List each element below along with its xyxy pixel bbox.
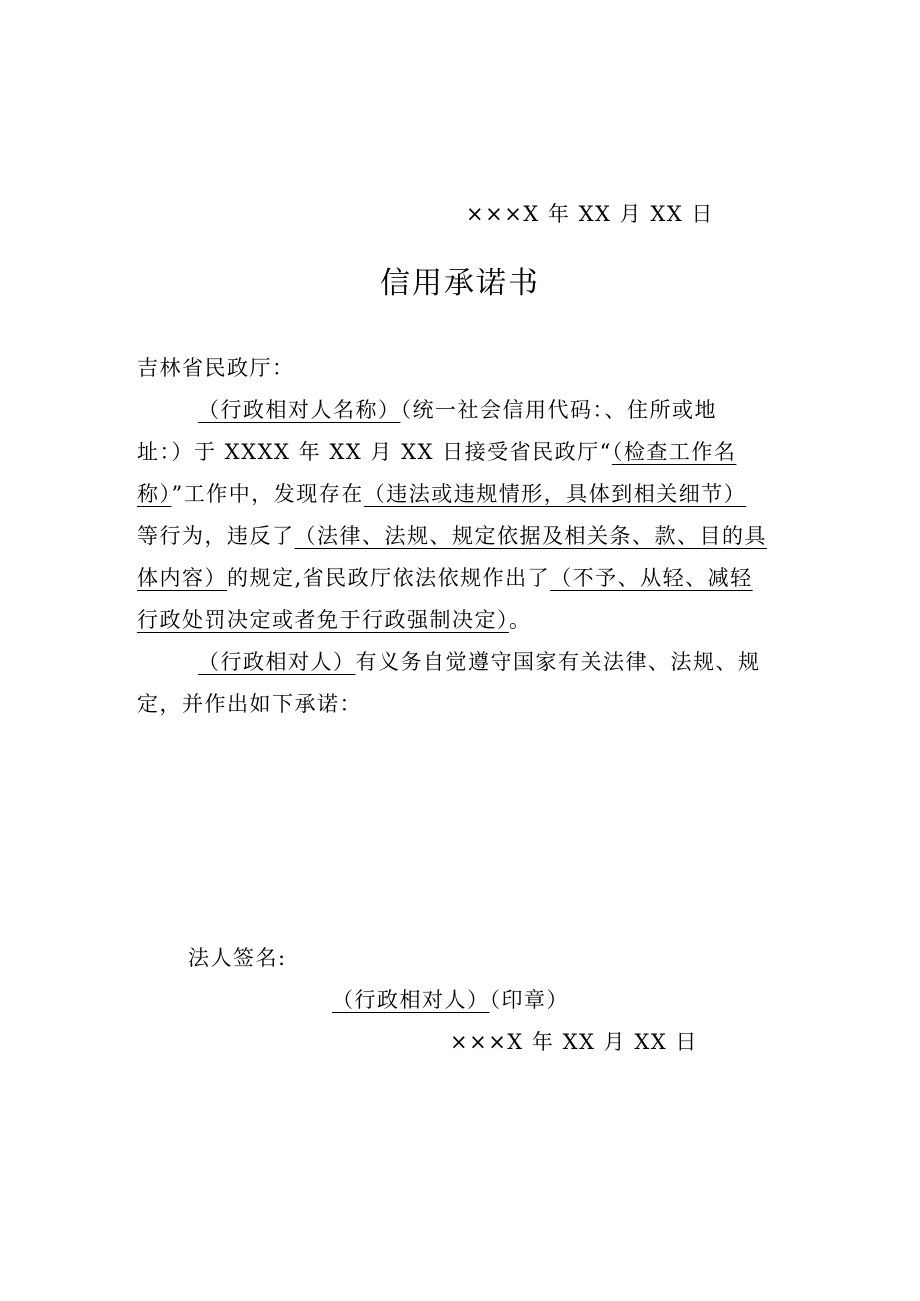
text: ”工作中，发现存在	[171, 482, 364, 506]
text: 。	[509, 608, 532, 632]
filler-inspection-name-cont: 称）	[137, 482, 172, 506]
signature-date: ×××X 年 XX 月 XX 日	[450, 1030, 698, 1054]
text: 址：）于 XXXX 年 XX 月 XX 日接受省民政厅“	[137, 440, 612, 464]
filler-party: （行政相对人）	[198, 650, 356, 674]
para2-line2: 定，并作出如下承诺：	[137, 692, 362, 716]
document-title: 信用承诺书	[380, 266, 540, 301]
text: 有义务自觉遵守国家有关法律、法规、规	[355, 650, 761, 674]
para1-line3	[137, 482, 746, 506]
filler-legal-basis: （法律、法规、规定依据及相关条、款、目的具	[294, 524, 767, 548]
filler-decision-cont: 行政处罚决定或者免于行政强制决定）	[137, 608, 509, 632]
text: （统一社会信用代码：、住所或地	[400, 398, 717, 422]
para1-line5	[137, 566, 753, 590]
header-date: ×××X 年 XX 月 XX 日	[466, 202, 714, 226]
para1-line2	[137, 440, 736, 464]
text: 等行为，违反了	[137, 524, 295, 548]
filler-legal-basis-cont: 体内容）	[137, 566, 227, 590]
filler-violation: （违法或违规情形，具体到相关细节）	[363, 482, 747, 506]
filler-party-name: （行政相对人名称）	[198, 398, 401, 422]
para1-line1	[198, 398, 717, 422]
text: 的规定,省民政厅依法依规作出了	[227, 566, 551, 590]
legal-person-signature-label: 法人签名:	[188, 946, 287, 970]
signature-party-line	[332, 988, 569, 1012]
filler-signature-party: （行政相对人）	[332, 988, 490, 1012]
seal-label: （印章）	[489, 988, 569, 1012]
filler-inspection-name: （检查工作名	[611, 440, 737, 464]
filler-decision: （不予、从轻、减轻	[550, 566, 753, 590]
para2-line1	[198, 650, 761, 674]
para1-line6	[137, 608, 532, 632]
recipient: 吉林省民政厅：	[137, 356, 295, 380]
para1-line4	[137, 524, 767, 548]
